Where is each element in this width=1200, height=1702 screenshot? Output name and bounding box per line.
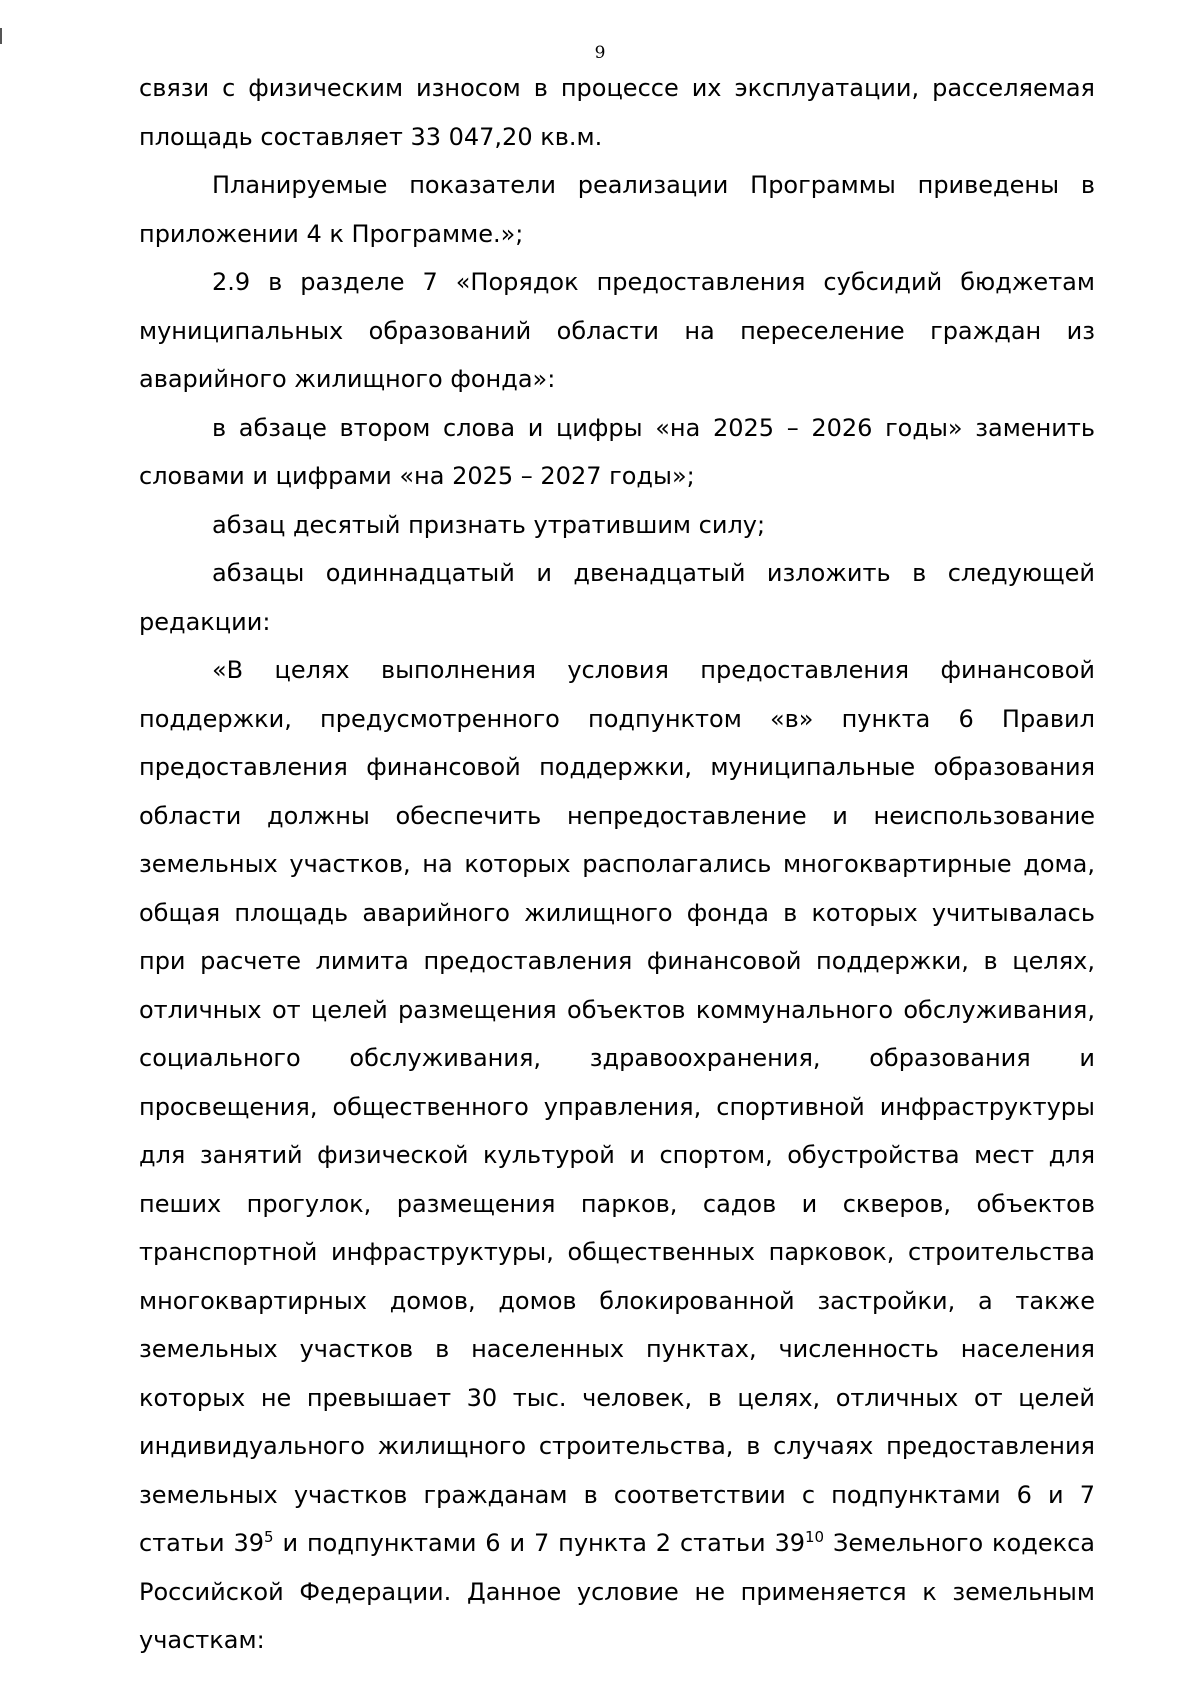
paragraph-3: 2.9 в разделе 7 «Порядок предоставления субсидий бюджетам муниципальных образований области на переселение граждан из аварийного жилищного фонда»: bbox=[139, 268, 1095, 393]
page-number: 9 bbox=[594, 43, 606, 63]
paragraph-7-part-2: и подпунктами 6 и 7 пункта 2 статьи 39 bbox=[273, 1529, 805, 1557]
document-body bbox=[139, 64, 1095, 1665]
superscript-article-39-10: 10 bbox=[805, 1528, 825, 1546]
paragraph-7-part-3: Земельного кодекса Российской Федерации. Данное условие не применяется к земельным участкам: bbox=[139, 1529, 1095, 1654]
paragraph-4: в абзаце втором слова и цифры «на 2025 – 2026 годы» заменить словами и цифрами «на 2025 – 2027 годы»; bbox=[139, 413, 1095, 490]
paragraph-7 bbox=[139, 646, 1095, 1665]
paragraph-6: абзацы одиннадцатый и двенадцатый изложить в следующей редакции: bbox=[139, 559, 1095, 636]
paragraph-7-part-1: «В целях выполнения условия предоставления финансовой поддержки, предусмотренного подпунктом «в» пункта 6 Правил предоставления финансовой поддержки, муниципальные образования области должны обеспечить непредоставление и неиспользование земельных участков, на которых располагались многоквартирные дома, общая площадь аварийного жилищного фонда в которых учитывалась при расчете лимита предоставления финансовой поддержки, в целях, отличных от целей размещения объектов коммунального обслуживания, социального обслуживания, здравоохранения, образования и просвещения, общественного управления, спортивной инфраструктуры для занятий физической культурой и спортом, обустройства мест для пеших прогулок, размещения парков, садов и скверов, объектов транспортной инфраструктуры, общественных парковок, строительства многоквартирных домов, домов блокированной застройки, а также земельных участков в населенных пунктах, численность населения которых не превышает 30 тыс. человек, в целях, отличных от целей индивидуального жилищного строительства, в случаях предоставления земельных участков гражданам в соответствии с подпунктами 6 и 7 статьи 39 bbox=[139, 656, 1095, 1557]
superscript-article-39-5: 5 bbox=[264, 1528, 274, 1546]
paragraph-1: связи с физическим износом в процессе их эксплуатации, расселяемая площадь составляет 33 047,20 кв.м. bbox=[139, 74, 1095, 151]
paragraph-2: Планируемые показатели реализации Программы приведены в приложении 4 к Программе.»; bbox=[139, 171, 1095, 248]
scan-edge-mark bbox=[0, 28, 2, 44]
paragraph-5: абзац десятый признать утратившим силу; bbox=[212, 510, 766, 539]
